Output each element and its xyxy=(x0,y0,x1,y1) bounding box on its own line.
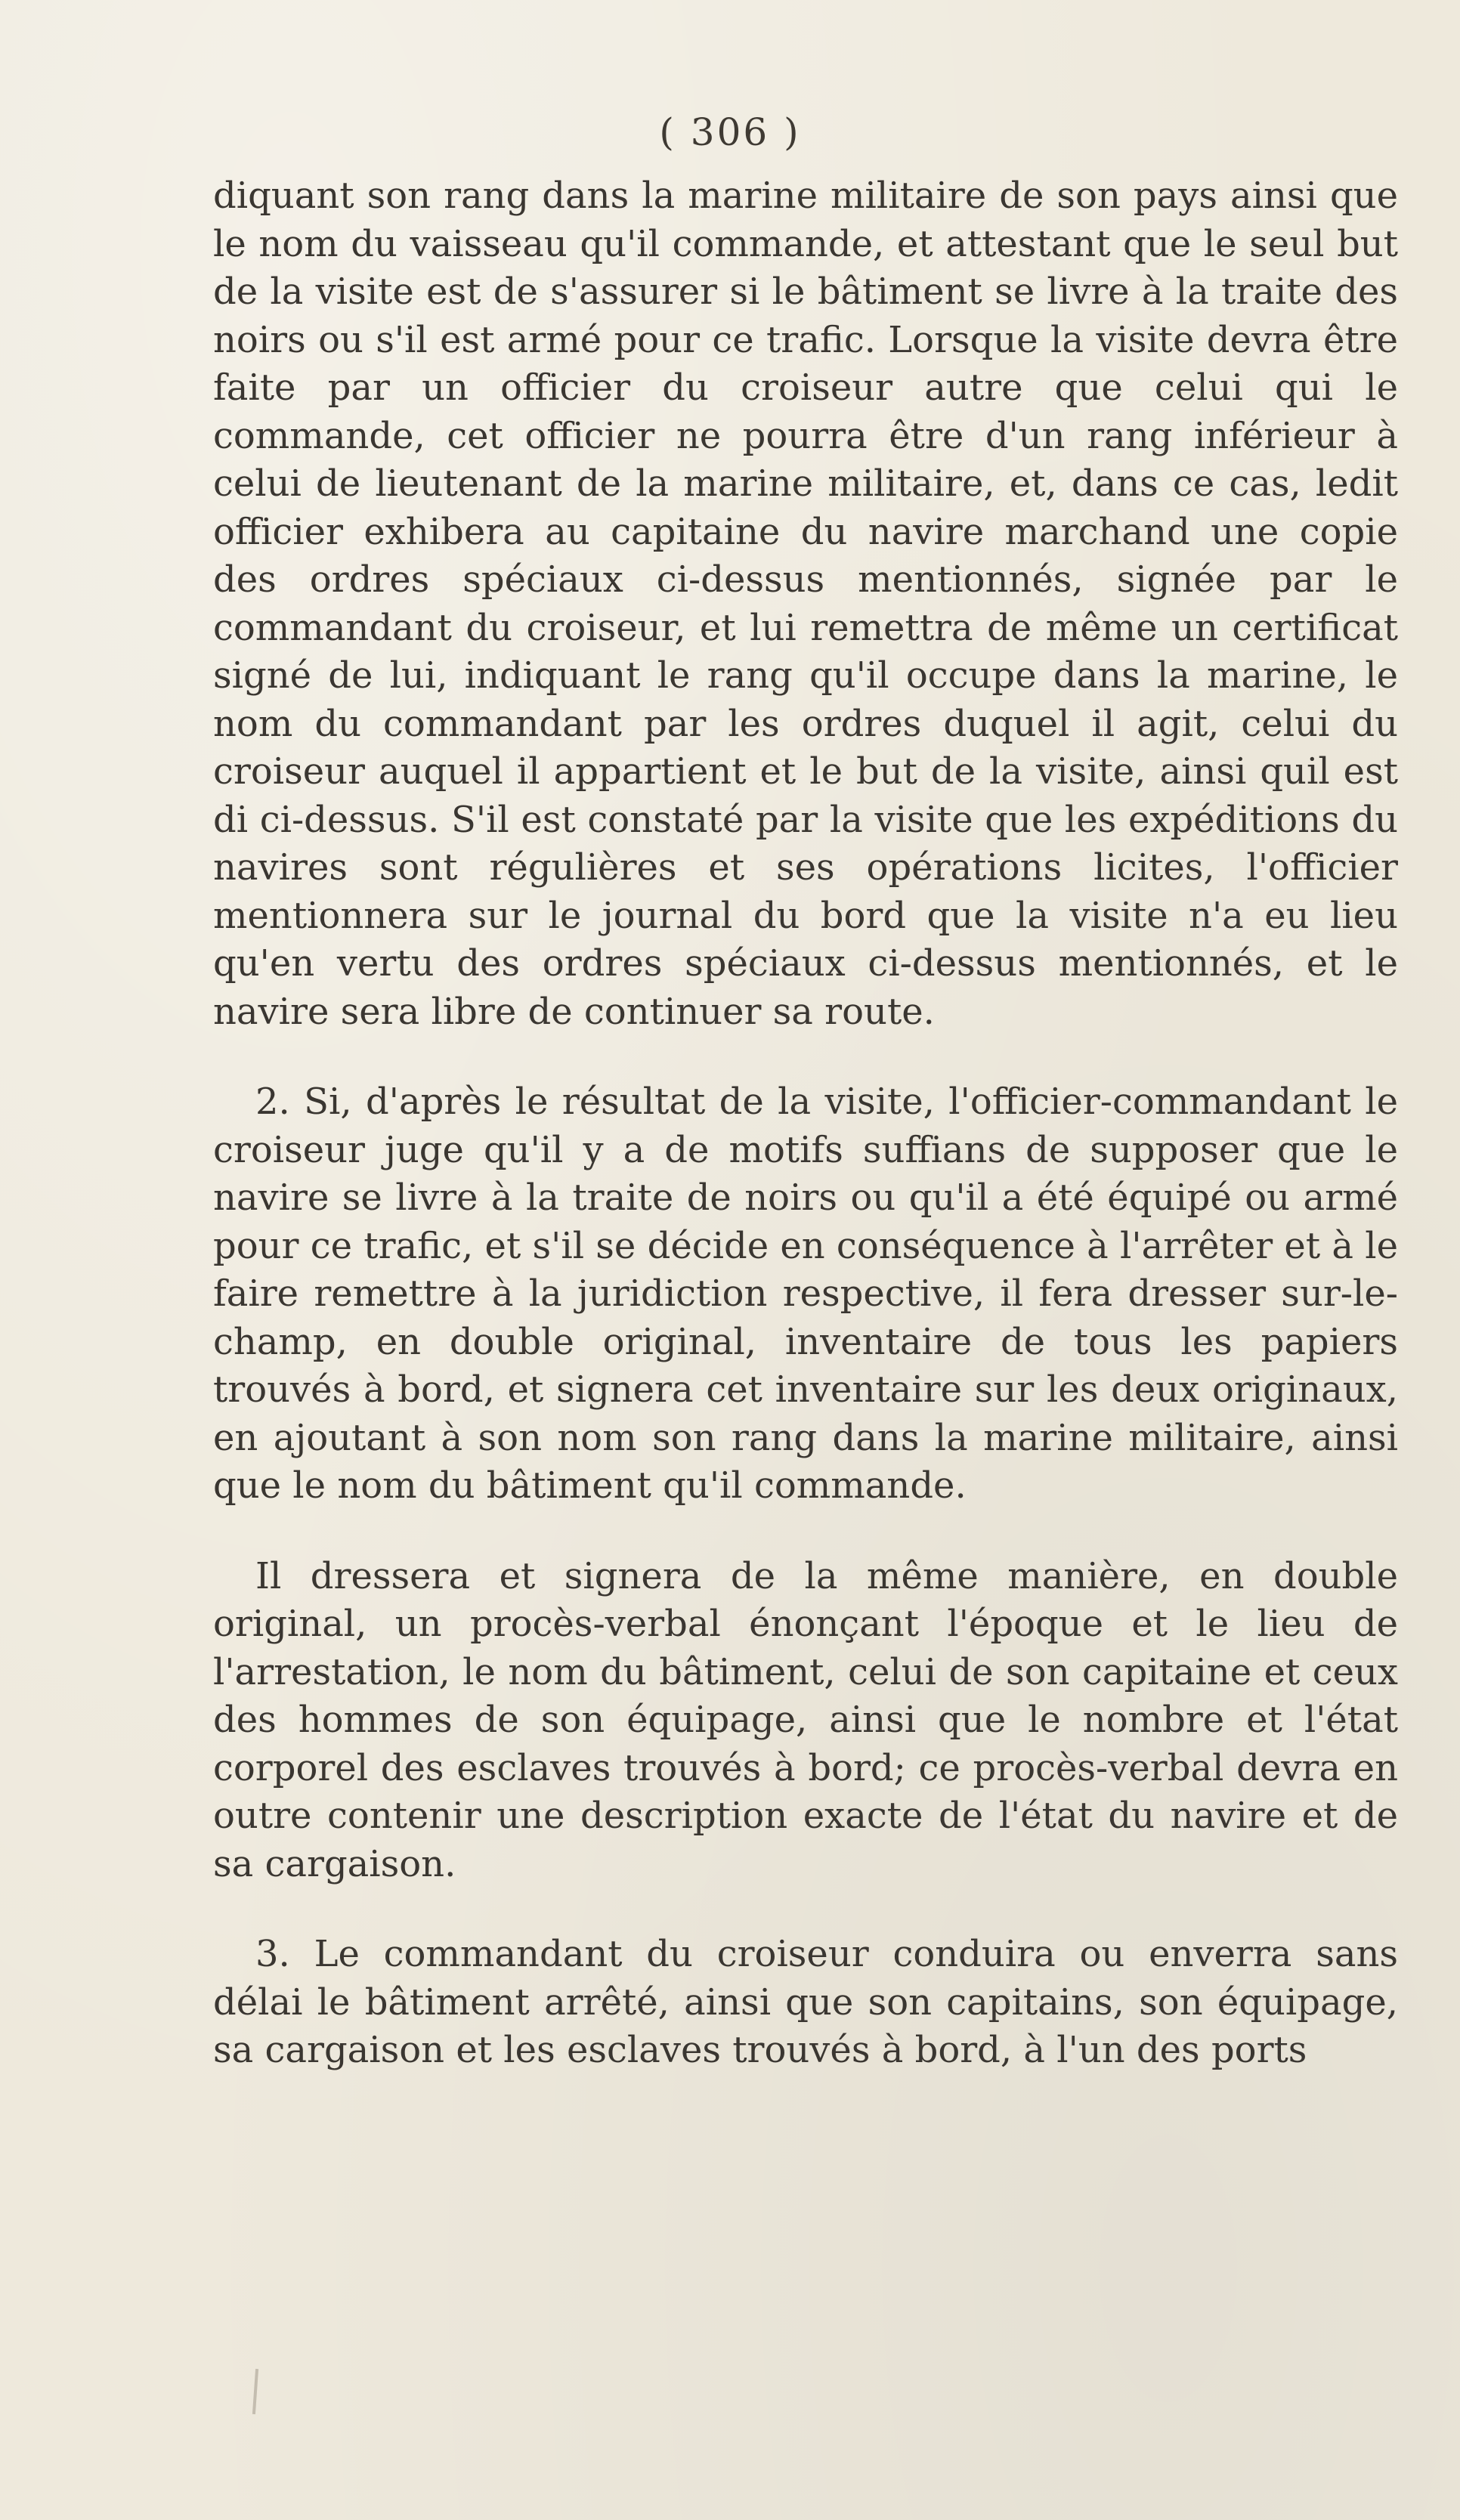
paragraph-continuation: diquant son rang dans la marine militaire de son pays ainsi que le nom du vaisseau qu'il commande, et attestant que le seul but de la visite est de s'assurer si le bâtiment se livre à la traite des noirs ou s'il est armé pour ce trafic. Lorsque la visite devra être faite par un officier du croiseur autre que celui qui le commande, cet officier ne pourra être d'un rang inférieur à celui de lieutenant de la marine militaire, et, dans ce cas, ledit officier exhibera au capitaine du navire marchand une copie des ordres spéciaux ci-dessus mentionnés, signée par le commandant du croiseur, et lui remettra de même un certificat signé de lui, indiquant le rang qu'il occupe dans la marine, le nom du commandant par les ordres duquel il agit, celui du croiseur auquel il appartient et le but de la visite, ainsi quil est di ci-dessus. S'il est constaté par la visite que les expéditions du navires sont régulières et ses opérations licites, l'officier mentionnera sur le journal du bord que la visite n'a eu lieu qu'en vertu des ordres spéciaux ci-dessus mentionnés, et le navire sera libre de continuer sa route. xyxy=(213,175,1398,1033)
paragraph-proces-verbal: Il dressera et signera de la même manière, en double original, un procès-verbal énonçant l'époque et le lieu de l'arrestation, le nom du bâtiment, celui de son capitaine et ceux des hommes de son équipage, ainsi que le nombre et l'état corporel des esclaves trouvés à bord; ce procès-verbal devra en outre contenir une description exacte de l'état du navire et de sa cargaison. xyxy=(213,1554,1398,1885)
body-text xyxy=(213,172,1398,2075)
page-number: ( 306 ) xyxy=(659,110,801,154)
scan-mark xyxy=(252,2369,258,2414)
paragraph-article-2: 2. Si, d'après le résultat de la visite, l'officier-commandant le croiseur juge qu'il y a de motifs suffians de supposer que le navire se livre à la traite de noirs ou qu'il a été équipé ou armé pour ce trafic, et s'il se décide en conséquence à l'arrêter et à le faire remettre à la juridiction respective, il fera dresser sur-le-champ, en double original, inventaire de tous les papiers trouvés à bord, et signera cet inventaire sur les deux originaux, en ajoutant à son nom son rang dans la marine militaire, ainsi que le nom du bâtiment qu'il commande. xyxy=(213,1081,1398,1507)
paragraph-article-3: 3. Le commandant du croiseur conduira ou enverra sans délai le bâtiment arrêté, ainsi que son capitains, son équipage, sa cargaison et les esclaves trouvés à bord, à l'un des ports xyxy=(213,1933,1398,2071)
